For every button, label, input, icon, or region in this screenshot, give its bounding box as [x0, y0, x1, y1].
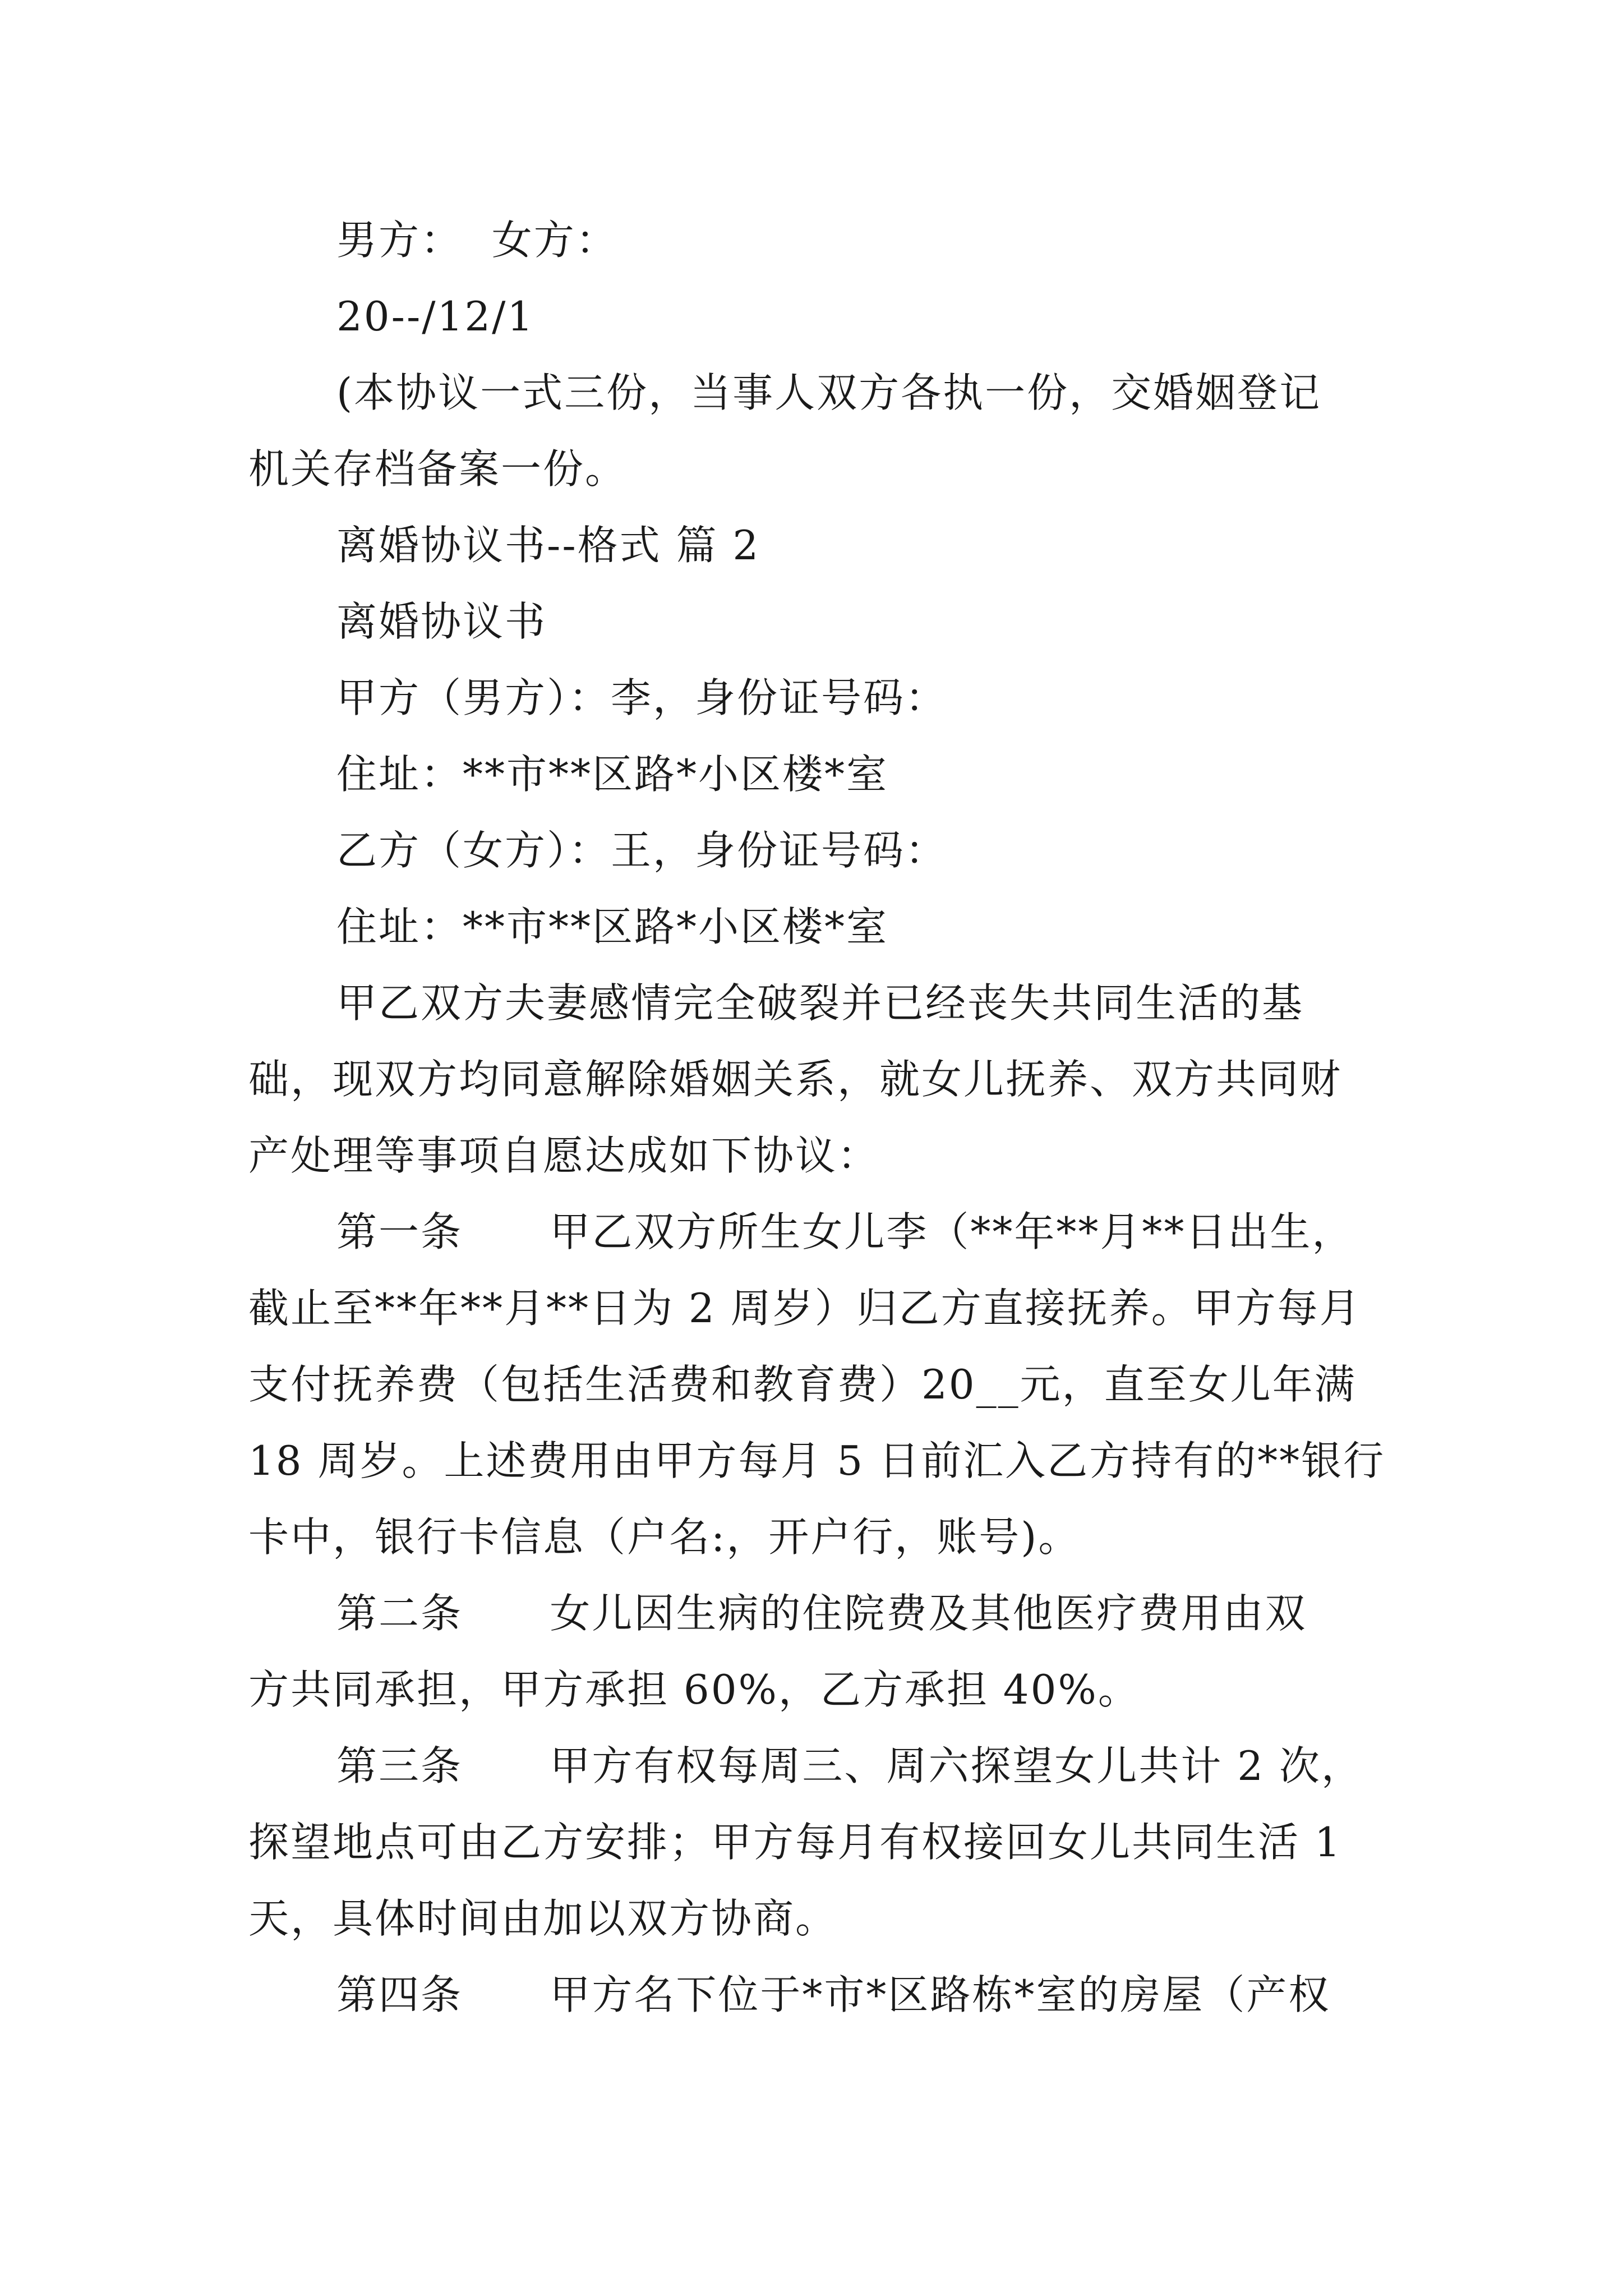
signature-line: 男方： 女方： — [336, 217, 618, 264]
party-a-line: 甲方（男方）：李，身份证号码： — [336, 674, 948, 721]
preamble-line-1: 甲乙双方夫妻感情完全破裂并已经丧失共同生活的基 — [336, 979, 1304, 1027]
section-heading: 离婚协议书--格式 篇 2 — [336, 522, 760, 569]
preamble-line-2: 础，现双方均同意解除婚姻关系，就女儿抚养、双方共同财 — [248, 1056, 1343, 1103]
date-line: 20--/12/1 — [336, 293, 535, 340]
article-3-line-1: 第三条 甲方有权每周三、周六探望女儿共计 2 次， — [336, 1742, 1363, 1789]
copies-note-line-2: 机关存档备案一份。 — [248, 445, 628, 493]
party-b-address: 住址：**市**区路*小区楼*室 — [336, 903, 889, 950]
article-4-line-1: 第四条 甲方名下位于*市*区路栋*室的房屋（产权 — [336, 1971, 1331, 2018]
article-2-line-2: 方共同承担，甲方承担 60%，乙方承担 40%。 — [248, 1666, 1140, 1713]
article-2-line-1: 第二条 女儿因生病的住院费及其他医疗费用由双 — [336, 1590, 1307, 1637]
article-1-line-4: 18 周岁。上述费用由甲方每月 5 日前汇入乙方持有的**银行 — [248, 1437, 1386, 1484]
article-1-line-5: 卡中，银行卡信息（户名:，开户行，账号)。 — [248, 1513, 1081, 1561]
document-title: 离婚协议书 — [336, 598, 547, 645]
party-b-line: 乙方（女方）：王，身份证号码： — [336, 827, 948, 874]
article-3-line-2: 探望地点可由乙方安排；甲方每月有权接回女儿共同生活 1 — [248, 1819, 1342, 1866]
article-1-line-3: 支付抚养费（包括生活费和教育费）20__元，直至女儿年满 — [248, 1361, 1357, 1408]
copies-note-line-1: (本协议一式三份，当事人双方各执一份，交婚姻登记 — [336, 369, 1322, 416]
party-a-address: 住址：**市**区路*小区楼*室 — [336, 751, 889, 798]
preamble-line-3: 产处理等事项自愿达成如下协议： — [248, 1132, 880, 1179]
article-3-line-3: 天，具体时间由加以双方协商。 — [248, 1895, 838, 1942]
article-1-line-2: 截止至**年**月**日为 2 周岁）归乙方直接抚养。甲方每月 — [248, 1285, 1362, 1332]
article-1-line-1: 第一条 甲乙双方所生女儿李（**年**月**日出生， — [336, 1208, 1354, 1255]
